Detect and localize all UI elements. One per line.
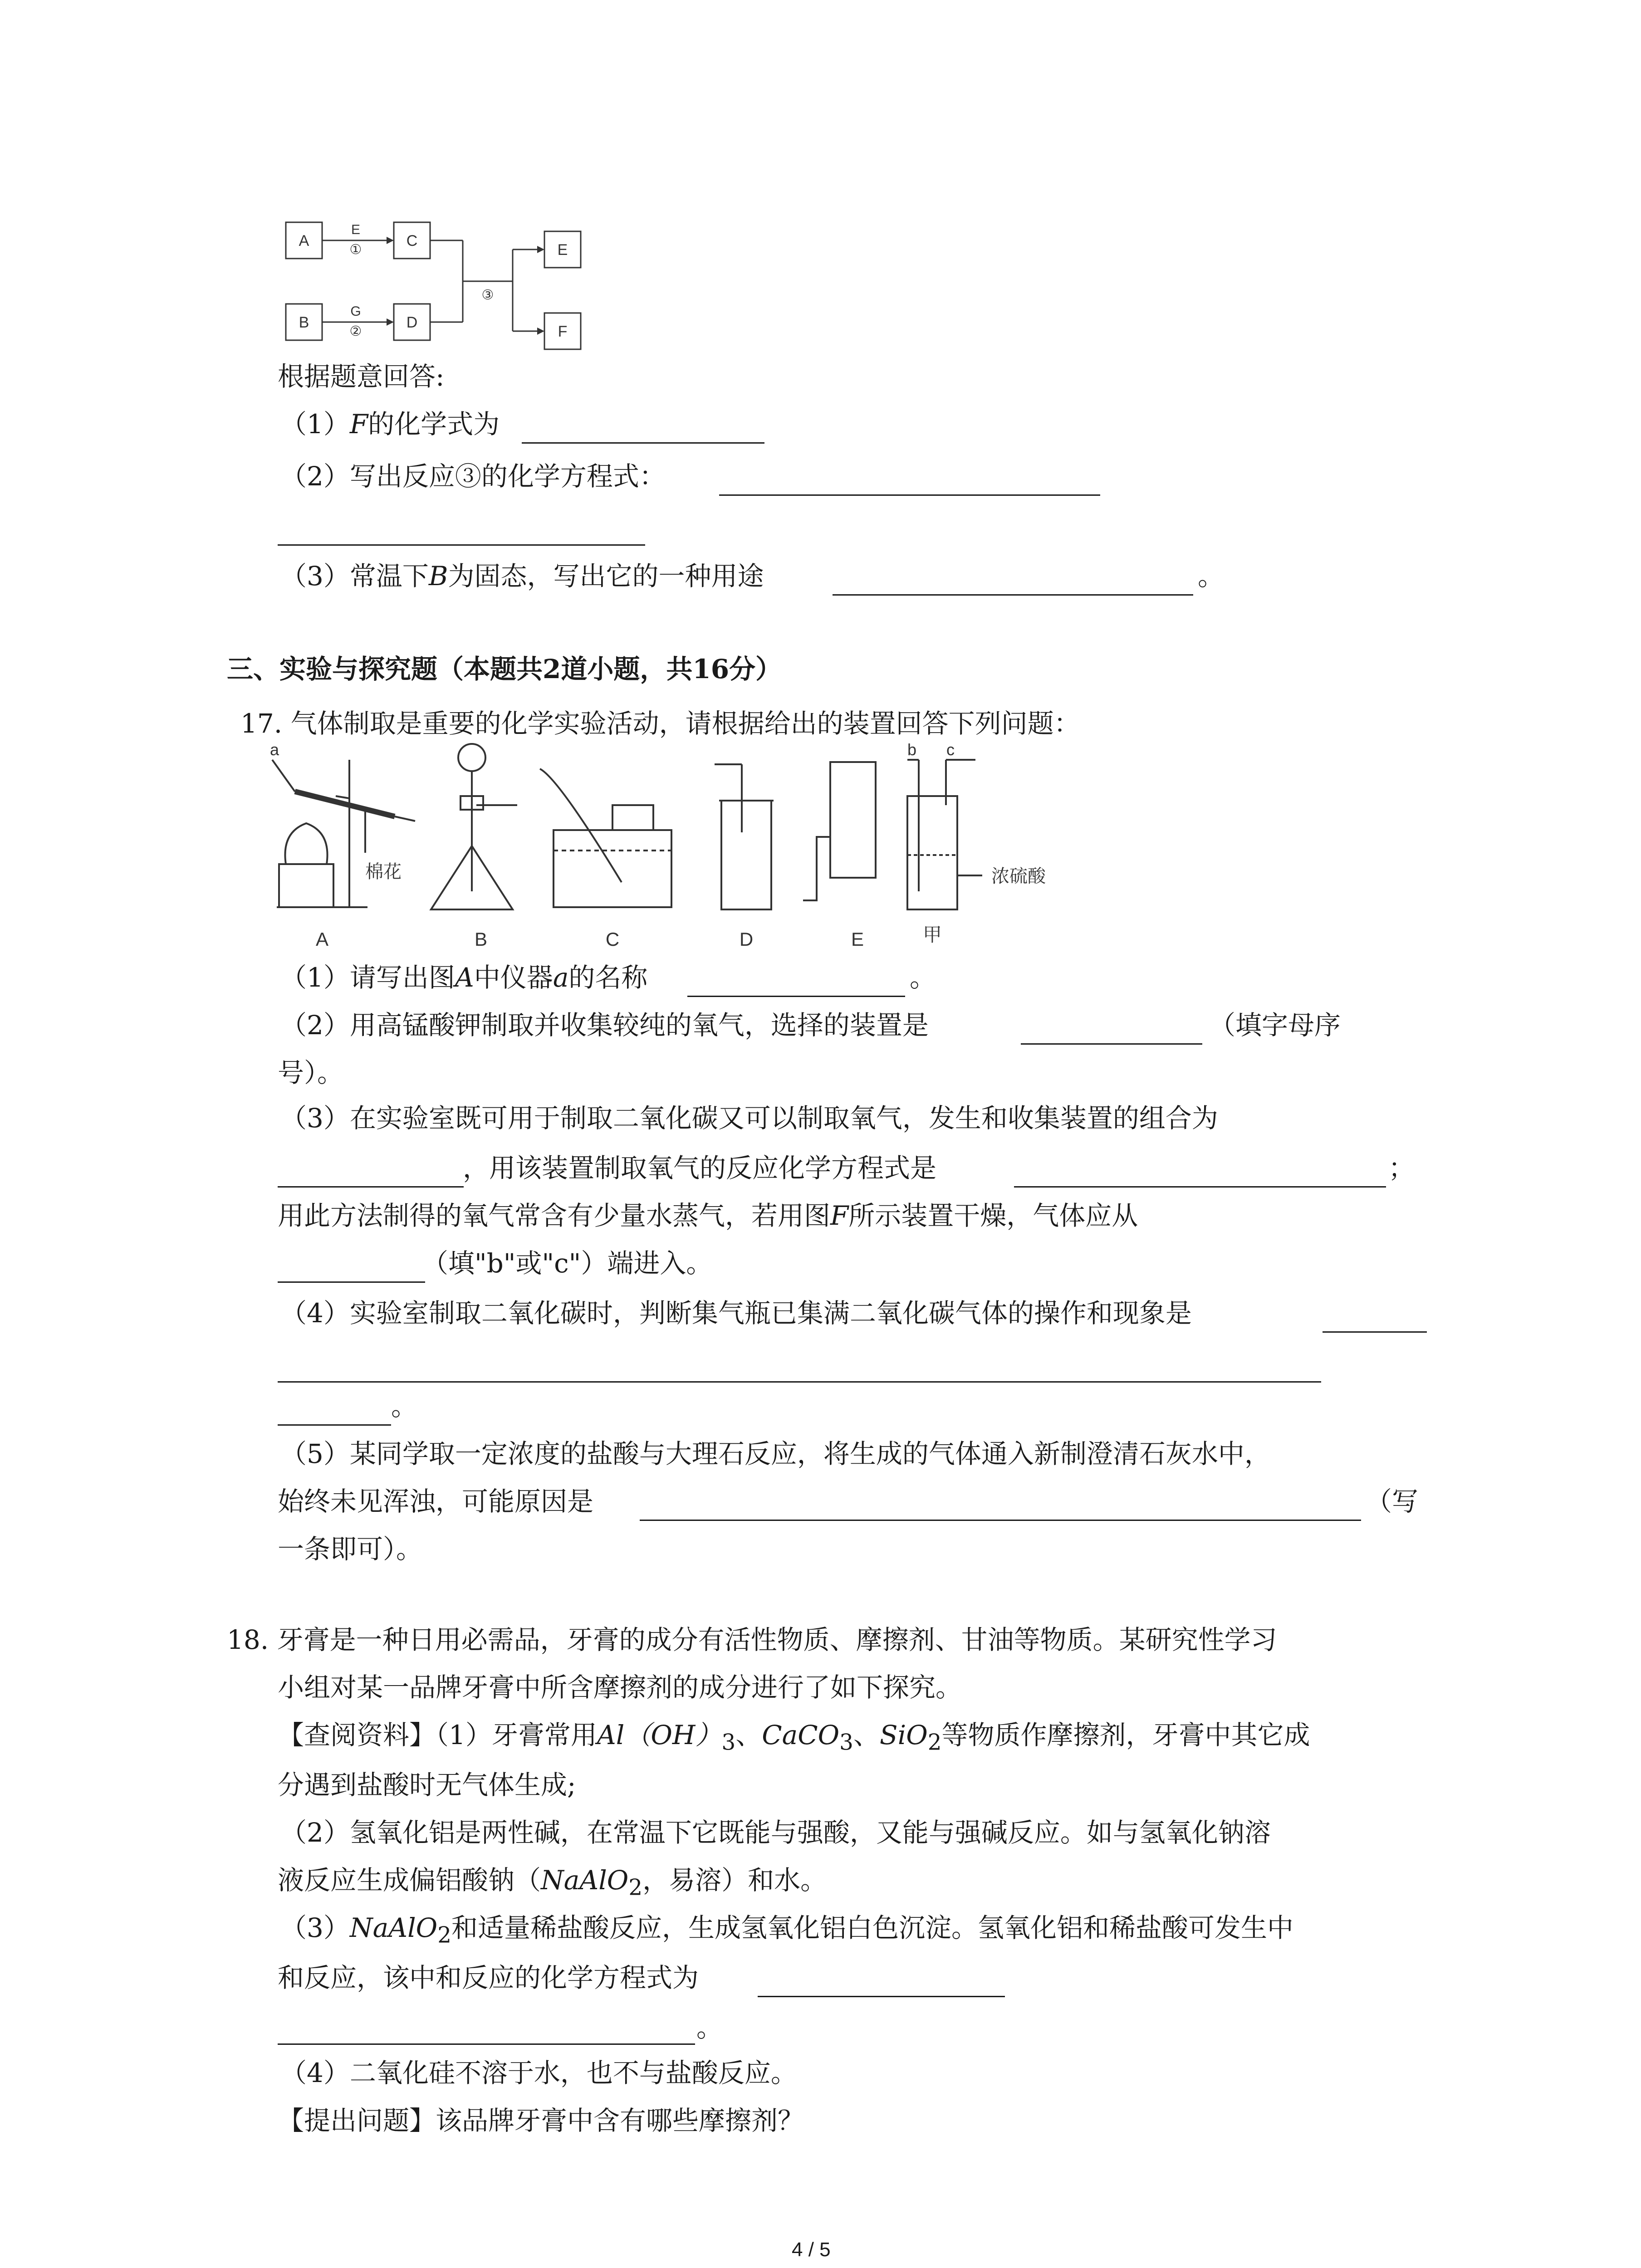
q17-part2-b: （填字母序 — [1209, 1010, 1341, 1041]
label-sulfuric-acid: 浓硫酸 — [991, 866, 1046, 886]
q17-part1-blank[interactable] — [687, 996, 905, 997]
q18-line6-a: 液反应生成偏铝酸钠（ — [278, 1865, 541, 1896]
arrow1-top-label: E — [351, 222, 361, 237]
page-number: 4 / 5 — [792, 2239, 831, 2261]
arrow2-bottom-label: ② — [349, 324, 362, 339]
q17-part3-b: ，用该装置制取氧气的反应化学方程式是 — [463, 1153, 937, 1183]
q18-line10: （4）二氧化硅不溶于水，也不与盐酸反应。 — [280, 2058, 797, 2088]
q18-formula-aloh3: Al（OH） — [597, 1720, 722, 1750]
q18-formula-naalo2-b-sub: 2 — [437, 1922, 451, 1948]
q16-part3-text: 为固态，写出它的一种用途 — [448, 561, 764, 591]
q18-blank-b[interactable] — [278, 2043, 695, 2045]
q17-part5-a: （5）某同学取一定浓度的盐酸与大理石反应，将生成的气体通入新制澄清石灰水中， — [280, 1438, 1271, 1469]
alcohol-lamp — [285, 823, 327, 864]
q17-part3-blank1[interactable] — [278, 1186, 464, 1188]
q18-line3 — [278, 1717, 1310, 1761]
q18-line4: 分遇到盐酸时无气体生成; — [278, 1769, 576, 1800]
apparatus-label-e: E — [851, 929, 864, 950]
q18-line8: 和反应，该中和反应的化学方程式为 — [278, 1962, 699, 1993]
label-instrument-a: a — [269, 742, 279, 759]
label-port-c: c — [946, 742, 955, 759]
q18-line11: 【提出问题】该品牌牙膏中含有哪些摩擦剂？ — [278, 2105, 804, 2136]
q18-line5: （2）氢氧化铝是两性碱，在常温下它既能与强酸，又能与强碱反应。如与氢氧化钠溶 — [280, 1817, 1271, 1848]
q17-part5-c: 一条即可）。 — [278, 1534, 423, 1564]
q17-part4-blank-a[interactable] — [1323, 1331, 1427, 1333]
q17-part5-blank[interactable] — [640, 1520, 1361, 1521]
q17-part3-c-a: 用此方法制得的氧气常含有少量水蒸气，若用图 — [278, 1200, 831, 1231]
q17-part1-var1: A — [455, 962, 474, 993]
q17-part4-blank-c[interactable] — [278, 1424, 391, 1426]
box-c-label: C — [406, 232, 418, 249]
q17-part2-a: （2）用高锰酸钾制取并收集较纯的氧气，选择的装置是 — [280, 1010, 929, 1041]
box-a-label: A — [299, 232, 309, 249]
q17-part3-blank3[interactable] — [278, 1281, 425, 1283]
q18-line7-b: 和适量稀盐酸反应，生成氢氧化铝白色沉淀。氢氧化铝和稀盐酸可发生中 — [451, 1912, 1293, 1943]
q16-part3-blank[interactable] — [833, 594, 1193, 596]
q16-intro: 根据题意回答: — [278, 361, 445, 392]
test-tube — [295, 792, 395, 816]
arrow3-label: ③ — [481, 288, 494, 303]
label-cotton: 棉花 — [365, 862, 402, 882]
q17-part1-b: 中仪器 — [474, 962, 553, 993]
q18-line7 — [280, 1910, 1293, 1954]
apparatus-label-b: B — [474, 929, 488, 950]
q18-formula-sio2: SiO — [879, 1720, 928, 1750]
q16-part1-blank[interactable] — [522, 442, 764, 444]
q17-part3-c-b: 所示装置干燥，气体应从 — [848, 1200, 1138, 1231]
q16-part1-prefix: （1） — [280, 409, 350, 440]
apparatus-label-jia: 甲 — [922, 924, 942, 945]
arrow1-bottom-label: ① — [349, 242, 362, 257]
section-title: 三、实验与探究题（本题共2道小题，共16分） — [227, 654, 782, 684]
q17-part1-c: 的名称 — [568, 962, 648, 993]
q18-formula-sio2-sub: 2 — [927, 1730, 942, 1755]
q17-part3-c-var: F — [830, 1200, 849, 1231]
q16-part1 — [280, 406, 500, 442]
q18-formula-naalo2: NaAlO — [541, 1865, 629, 1896]
q16-part3-var: B — [428, 561, 448, 591]
q18-line7-a: （3） — [280, 1912, 350, 1943]
q16-part2: （2）写出反应③的化学方程式： — [280, 461, 666, 492]
q18-formula-caco3: CaCO — [762, 1720, 840, 1750]
q18-formula-naalo2-b: NaAlO — [349, 1912, 438, 1943]
q17-part4-end: 。 — [391, 1391, 418, 1422]
q18-formula-aloh3-sub: 3 — [721, 1730, 736, 1755]
q17-part1-end: 。 — [910, 962, 936, 993]
apparatus-label-a: A — [315, 929, 329, 950]
apparatus-f-bottle — [907, 796, 957, 909]
label-port-b: b — [907, 742, 917, 759]
reaction-flow-diagram — [272, 209, 617, 358]
apparatus-label-c: C — [605, 929, 620, 950]
q18-line6 — [278, 1862, 827, 1906]
q18-formula-caco3-sub: 3 — [839, 1730, 853, 1755]
q17-part1-var2: a — [553, 962, 569, 993]
q18-line6-b: ，易溶）和水。 — [642, 1865, 827, 1896]
q16-part2-blank-a[interactable] — [719, 494, 1100, 496]
apparatus-label-d: D — [739, 929, 754, 950]
q17-part3-d: （填"b"或"c"）端进入。 — [422, 1248, 713, 1279]
q17-part1-a: （1）请写出图 — [280, 962, 455, 993]
q18-line2: 小组对某一品牌牙膏中所含摩擦剂的成分进行了如下探究。 — [278, 1672, 962, 1703]
q17-part3-blank2[interactable] — [1014, 1186, 1386, 1188]
q16-part3 — [280, 558, 764, 594]
box-d-label: D — [406, 314, 418, 331]
arrow2-top-label: G — [350, 304, 361, 319]
q17-part3-c — [278, 1198, 1138, 1234]
apparatus-d-bottle — [721, 801, 771, 909]
q17-stem: 17. 气体制取是重要的化学实验活动，请根据给出的装置回答下列问题： — [240, 708, 1080, 739]
q18-line3-sep1: 、 — [735, 1720, 762, 1750]
q17-part5-b-end: （写 — [1366, 1486, 1419, 1517]
q16-part2-blank-b[interactable] — [278, 544, 645, 546]
q17-part1 — [280, 959, 647, 996]
apparatus-a-block — [279, 864, 333, 907]
q17-part4: （4）实验室制取二氧化碳时，判断集气瓶已集满二氧化碳气体的操作和现象是 — [280, 1298, 1192, 1329]
q17-part5-b: 始终未见浑浊，可能原因是 — [278, 1486, 594, 1517]
box-f-label: F — [558, 323, 568, 340]
apparatus-e-bottle — [830, 762, 876, 878]
q17-part3-b-end: ； — [1388, 1153, 1415, 1183]
q18-line3-sep2: 、 — [853, 1720, 880, 1750]
q18-line9-end: 。 — [696, 2012, 723, 2043]
box-b-label: B — [299, 314, 309, 331]
q16-part1-var: F — [349, 409, 368, 440]
apparatus-illustration — [268, 742, 1098, 964]
box-e-label: E — [557, 241, 568, 259]
q18-line3-a: 【查阅资料】（1）牙膏常用 — [278, 1720, 597, 1750]
q18-blank-a[interactable] — [758, 1996, 1005, 1997]
q17-part3-a: （3）在实验室既可用于制取二氧化碳又可以制取氧气，发生和收集装置的组合为 — [280, 1103, 1218, 1134]
q18-line1: 18. 牙膏是一种日用必需品，牙膏的成分有活性物质、摩擦剂、甘油等物质。某研究性学习 — [227, 1624, 1277, 1655]
q17-part4-blank-b[interactable] — [278, 1381, 1321, 1383]
q16-part3-prefix: （3）常温下 — [280, 561, 429, 591]
q17-part2-c: 号）。 — [278, 1057, 344, 1088]
q16-part1-text: 的化学式为 — [368, 409, 500, 440]
q16-part3-end: 。 — [1198, 561, 1225, 591]
q18-formula-naalo2-sub: 2 — [628, 1875, 643, 1901]
label-a-pointer — [272, 760, 295, 792]
q17-part2-blank[interactable] — [1021, 1043, 1202, 1045]
q18-line3-b: 等物质作摩擦剂，牙膏中其它成 — [941, 1720, 1310, 1750]
